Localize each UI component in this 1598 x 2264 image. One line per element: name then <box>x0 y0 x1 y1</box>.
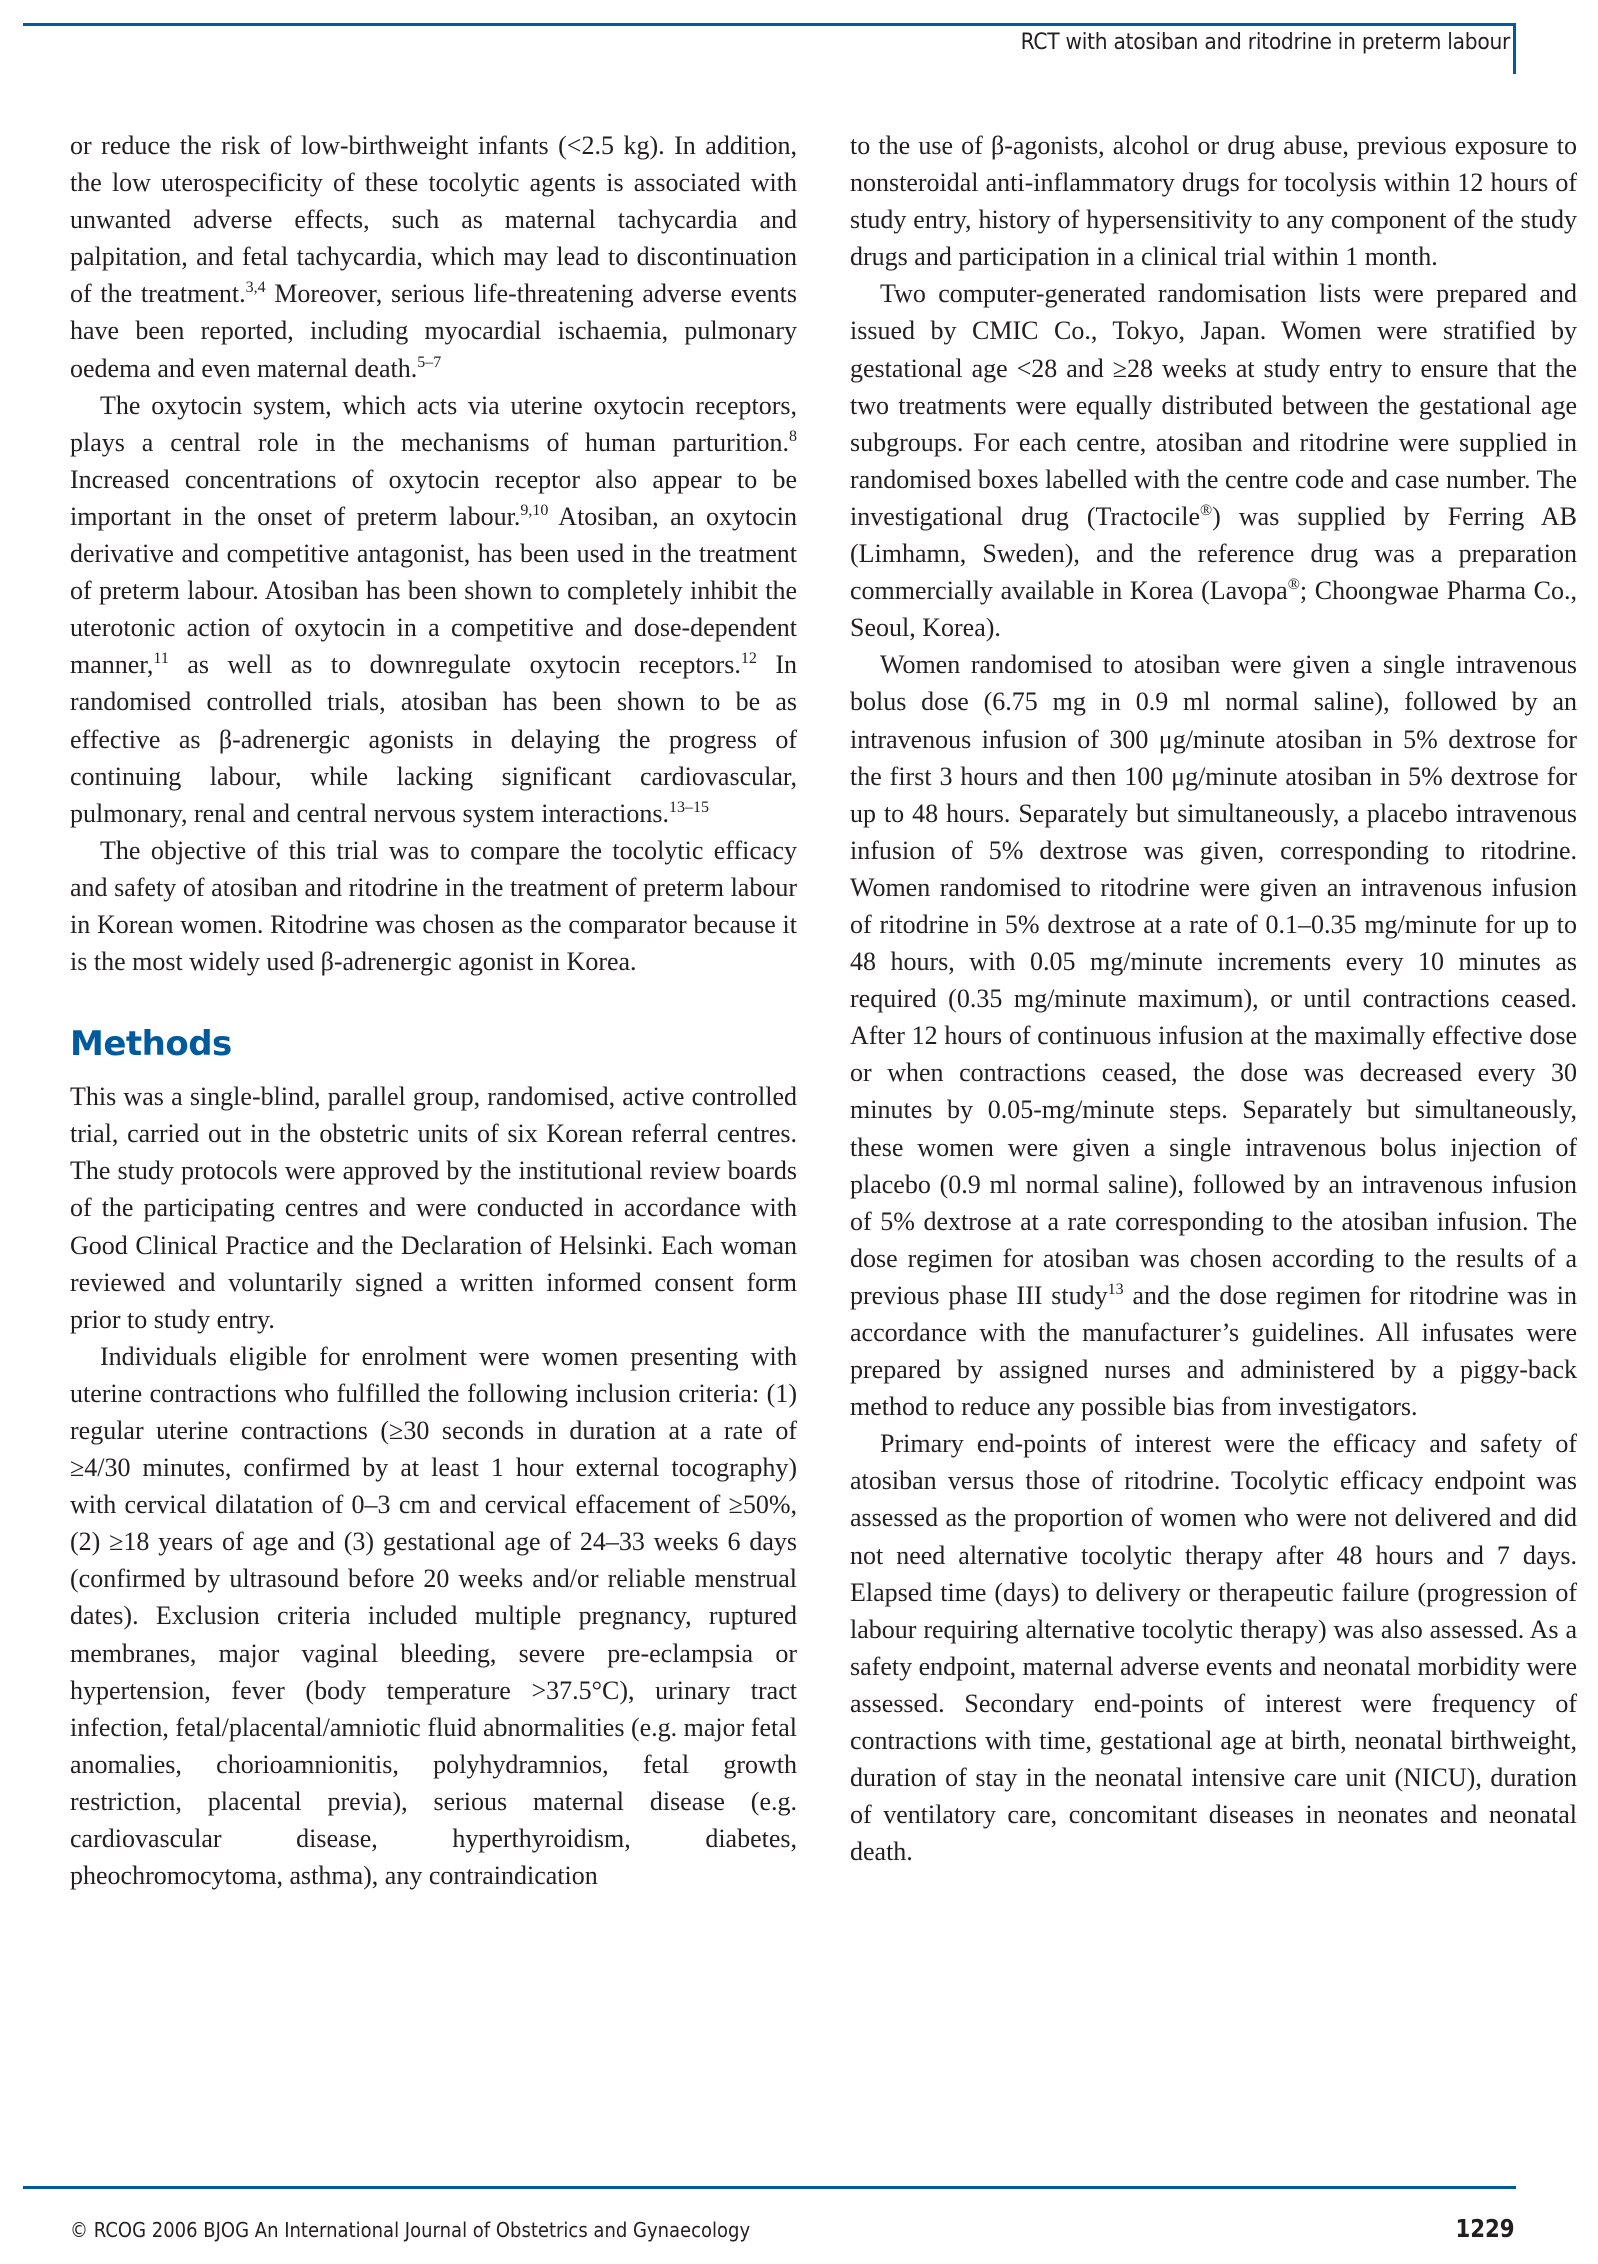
page-number: 1229 <box>1455 2214 1515 2243</box>
citation-superscript: 11 <box>153 650 169 668</box>
header-bracket <box>1513 23 1516 74</box>
citation-superscript: 9,10 <box>520 501 549 519</box>
body-paragraph: Primary end-points of interest were the efficacy and safety of atosiban versus those of ritodrine. Tocolytic efficacy endpoint was assessed as the proportion of women who were not delivered and did not need alternative tocolytic therapy after 48 hours and 7 days. Elapsed time (days) to delivery or therapeutic failure (progression of labour requiring alternative tocolytic therapy) was also assessed. As a safety endpoint, maternal adverse events and neonatal morbidity were assessed. Secondary end-points of interest were frequency of contractions with time, gestational age at birth, neonatal birthweight, duration of stay in the neonatal intensive care unit (NICU), duration of ventilatory care, concomitant diseases in neonates and neonatal death. <box>850 1429 1578 1867</box>
citation-superscript: 12 <box>740 650 757 668</box>
citation-superscript: 13–15 <box>669 798 710 816</box>
right-column <box>850 127 1577 1870</box>
footer-copyright: © RCOG 2006 BJOG An International Journal of Obstetrics and Gynaecology <box>70 2218 751 2242</box>
body-paragraph: Individuals eligible for enrolment were women presenting with uterine contractions who fulfilled the following inclusion criteria: (1) regular uterine contractions (≥30 seconds in duration at a rate of ≥4/30 minutes, confirmed by at least 1 hour external tocography) with cervical dilatation of 0–3 cm and cervical effacement of ≥50%, (2) ≥18 years of age and (3) gestational age of 24–33 weeks 6 days (confirmed by ultrasound before 20 weeks and/or reliable menstrual dates). Exclusion criteria included multiple pregnancy, ruptured membranes, major vaginal bleeding, severe pre-eclampsia or hypertension, fever (body temperature >37.5°C), urinary tract infection, fetal/placental/amniotic fluid abnormalities (e.g. major fetal anomalies, chorioamnionitis, polyhydramnios, fetal growth restriction, placental previa), serious maternal disease (e.g. cardiovascular disease, hyperthyroidism, diabetes, pheochromocytoma, asthma), any contraindication <box>70 1341 797 1891</box>
body-paragraph: to the use of β-agonists, alcohol or drug abuse, previous exposure to nonsteroidal anti-inflammatory drugs for tocolysis within 12 hours of study entry, history of hypersensitivity to any component of the study drugs and participation in a clinical trial within 1 month. <box>850 131 1577 272</box>
body-paragraph: The objective of this trial was to compare the tocolytic efficacy and safety of atosiban and ritodrine in the treatment of preterm labour in Korean women. Ritodrine was chosen as the comparator because it is the most widely used β-adrenergic agonist in Korea. <box>70 835 797 977</box>
section-heading-methods: Methods <box>70 1024 232 1065</box>
body-paragraph: Women randomised to atosiban were given a single intravenous bolus dose (6.75 mg in 0.9 ml normal saline), followed by an intravenous infusion of 300 μg/minute atosiban in 5% dextrose for the first 3 hours and then 100 μg/minute atosiban in 5% dextrose for up to 48 hours. Separately but simultaneously, a placebo intravenous infusion of 5% dextrose was given, corresponding to ritodrine. Women randomised to ritodrine were given an intravenous infusion of ritodrine in 5% dextrose at a rate of 0.1–0.35 mg/minute for up to 48 hours, with 0.05 mg/minute increments every 10 minutes as required (0.35 mg/minute maximum), or until contractions ceased. After 12 hours of continuous infusion at the maximally effective dose or when contractions ceased, the dose was decreased every 30 minutes by 0.05-mg/minute steps. Separately but simultaneously, these women were given a single intravenous bolus injection of placebo (0.9 ml normal saline), followed by an intravenous infusion of 5% dextrose at a rate corresponding to the atosiban infusion. The dose regimen for atosiban was chosen according to the results of a previous phase III study$^{13}$ and the dose regimen for ritodrine was in accordance with the manufacturer’s guidelines. All infusates were prepared by assigned nurses and administered by a piggy-back method to reduce any possible bias from investigators. <box>850 650 1577 1422</box>
citation-superscript: ® <box>1200 501 1213 519</box>
left-column <box>70 127 797 1894</box>
citation-superscript: 13 <box>1107 1280 1124 1298</box>
header-rule <box>23 23 1516 26</box>
citation-superscript: ® <box>1287 576 1300 594</box>
body-paragraph: This was a single-blind, parallel group, randomised, active controlled trial, carried out in the obstetric units of six Korean referral centres. The study protocols were approved by the institutional review boards of the participating centres and were conducted in accordance with Good Clinical Practice and the Declaration of Helsinki. Each woman reviewed and voluntarily signed a written informed consent form prior to study entry. <box>70 1082 797 1334</box>
body-paragraph: Two computer-generated randomisation lists were prepared and issued by CMIC Co., Tokyo, Japan. Women were stratified by gestational age <28 and ≥28 weeks at study entry to ensure that the two treatments were equally distributed between the gestational age subgroups. For each centre, atosiban and ritodrine were supplied in randomised boxes labelled with the centre code and case number. The investigational drug (Tractocile®) was supplied by Ferring AB (Limhamn, Sweden), and the reference drug was a preparation commercially available in Korea (Lavopa®; Choongwae Pharma Co., Seoul, Korea). <box>850 279 1577 643</box>
body-paragraph: The oxytocin system, which acts via uterine oxytocin receptors, plays a central role in the mechanisms of human parturition.$^8$ Increased concentrations of oxytocin receptor also appear to be important in the onset of preterm labour.$^{9,10}$ Atosiban, an oxytocin derivative and competitive antagonist, has been used in the treatment of preterm labour. Atosiban has been shown to completely inhibit the uterotonic action of oxytocin in a competitive and dose-dependent manner,$^{11}$ as well as to downregulate oxytocin receptors.$^{12}$ In randomised controlled trials, atosiban has been shown to be as effective as β-adrenergic agonists in delaying the progress of continuing labour, while lacking significant cardiovascular, pulmonary, renal and central nervous system interactions.$^{13-15}$ <box>70 390 797 828</box>
methods-paragraphs <box>70 1078 797 1894</box>
intro-paragraphs <box>70 127 797 980</box>
citation-superscript: 5–7 <box>417 353 442 371</box>
running-head: RCT with atosiban and ritodrine in preterm labour <box>1020 30 1510 55</box>
citation-superscript: 3,4 <box>245 279 266 297</box>
methods-continued-paragraphs <box>850 127 1577 1870</box>
footer-rule <box>23 2186 1516 2189</box>
body-paragraph: or reduce the risk of low-birthweight infants (<2.5 kg). In addition, the low uterospecificity of these tocolytic agents is associated with unwanted adverse effects, such as maternal tachycardia and palpitation, and fetal tachycardia, which may lead to discontinuation of the treatment.$^{3,4}$ Moreover, serious life-threatening adverse events have been reported, including myocardial ischaemia, pulmonary oedema and even maternal death.$^{5-7}$ <box>70 131 797 383</box>
citation-superscript: 8 <box>789 427 797 445</box>
